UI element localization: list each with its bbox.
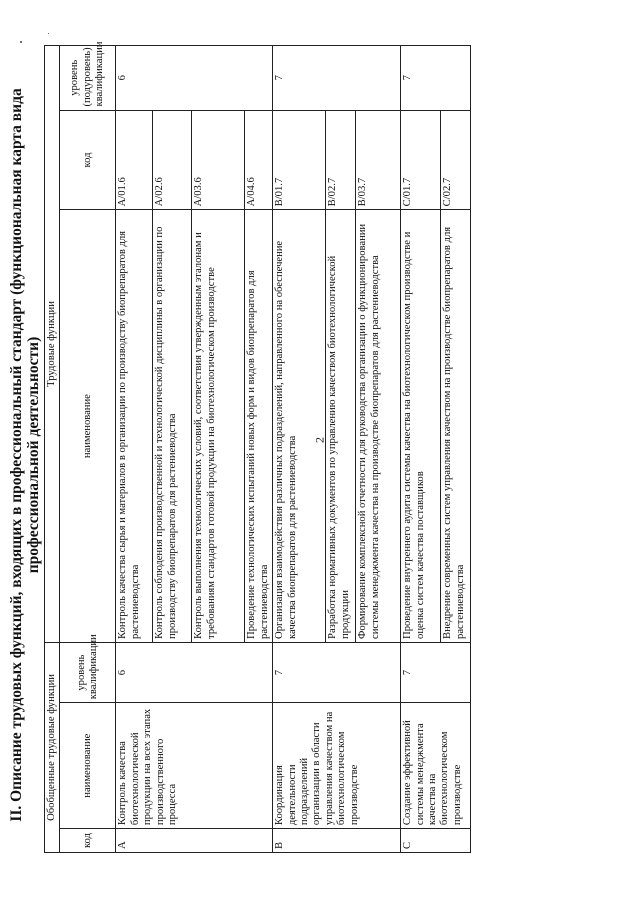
group-level: 6 (116, 642, 273, 702)
function-code: B/02.7 (326, 110, 356, 210)
function-code: A/01.6 (116, 110, 153, 210)
sublevel-header: уровень (подуровень) квалификации (60, 46, 116, 111)
function-name: Внедрение современных систем управления качеством на производстве биопрепаратов для растениеводства (441, 210, 471, 643)
group-level: 7 (401, 642, 471, 702)
function-name: Организация взаимодействия различных подразделений, направленного на обеспечение качества биопрепаратов для растениеводства (273, 210, 326, 643)
function-level: 6 (116, 46, 273, 111)
group-name: Контроль качества биотехнологической продукции на всех этапах производственного процесса (116, 703, 273, 829)
function-name: Разработка нормативных документов по управлению качеством биотехнологической продукции (326, 210, 356, 643)
function-name: Проведение внутреннего аудита системы качества на биотехнологическом производстве и оценка систем качества поставщиков (401, 210, 441, 643)
level-header: уровень квалификации (60, 642, 116, 702)
function-name-header: наименование (60, 210, 116, 643)
code-header: код (60, 829, 116, 853)
function-level: 7 (273, 46, 401, 111)
function-name: Контроль качества сырья и материалов в организации по производству биопрепаратов для растениеводства (116, 210, 153, 643)
function-code: B/03.7 (356, 110, 401, 210)
function-name: Проведение технологических испытаний новых форм и видов биопрепаратов для растениеводства (245, 210, 273, 643)
generalized-functions-header: Обобщенные трудовые функции (45, 642, 60, 852)
function-code: C/01.7 (401, 110, 441, 210)
function-name: Формирование комплексной отчетности для руководства организации о функционировании системы менеджмента качества на производстве биопрепаратов для растениеводства (356, 210, 401, 643)
group-name: Координация деятельности подразделений организации в области управления качеством на биотехнологическом производстве (273, 703, 401, 829)
function-level: 7 (401, 46, 471, 111)
function-code: A/03.6 (192, 110, 245, 210)
group-level: 7 (273, 642, 401, 702)
function-name: Контроль выполнения технологических условий, соответствия утвержденным эталонам и требованиям стандартов готовой продукции на биотехнологическом производстве (192, 210, 245, 643)
function-code: A/02.6 (153, 110, 192, 210)
function-code: A/04.6 (245, 110, 273, 210)
section-title: II. Описание трудовых функций, входящих в профессиональный стандарт (функциональная карта вида профессиональной деятельности) (8, 88, 42, 822)
group-name: Создание эффективной системы менеджмента качества на биотехнологическом производстве (401, 703, 471, 829)
function-name: Контроль соблюдения производственной и технологической дисциплины в организации по производству биопрепаратов для растениеводства (153, 210, 192, 643)
page-number: 2 (312, 437, 327, 443)
function-code: C/02.7 (441, 110, 471, 210)
function-code: B/01.7 (273, 110, 326, 210)
group-code: C (401, 829, 471, 853)
group-code: B (273, 829, 401, 853)
group-code: A (116, 829, 273, 853)
function-code-header: код (60, 110, 116, 210)
labor-functions-header: Трудовые функции (45, 46, 60, 643)
functional-map-table (44, 41, 471, 853)
name-header: наименование (60, 703, 116, 829)
